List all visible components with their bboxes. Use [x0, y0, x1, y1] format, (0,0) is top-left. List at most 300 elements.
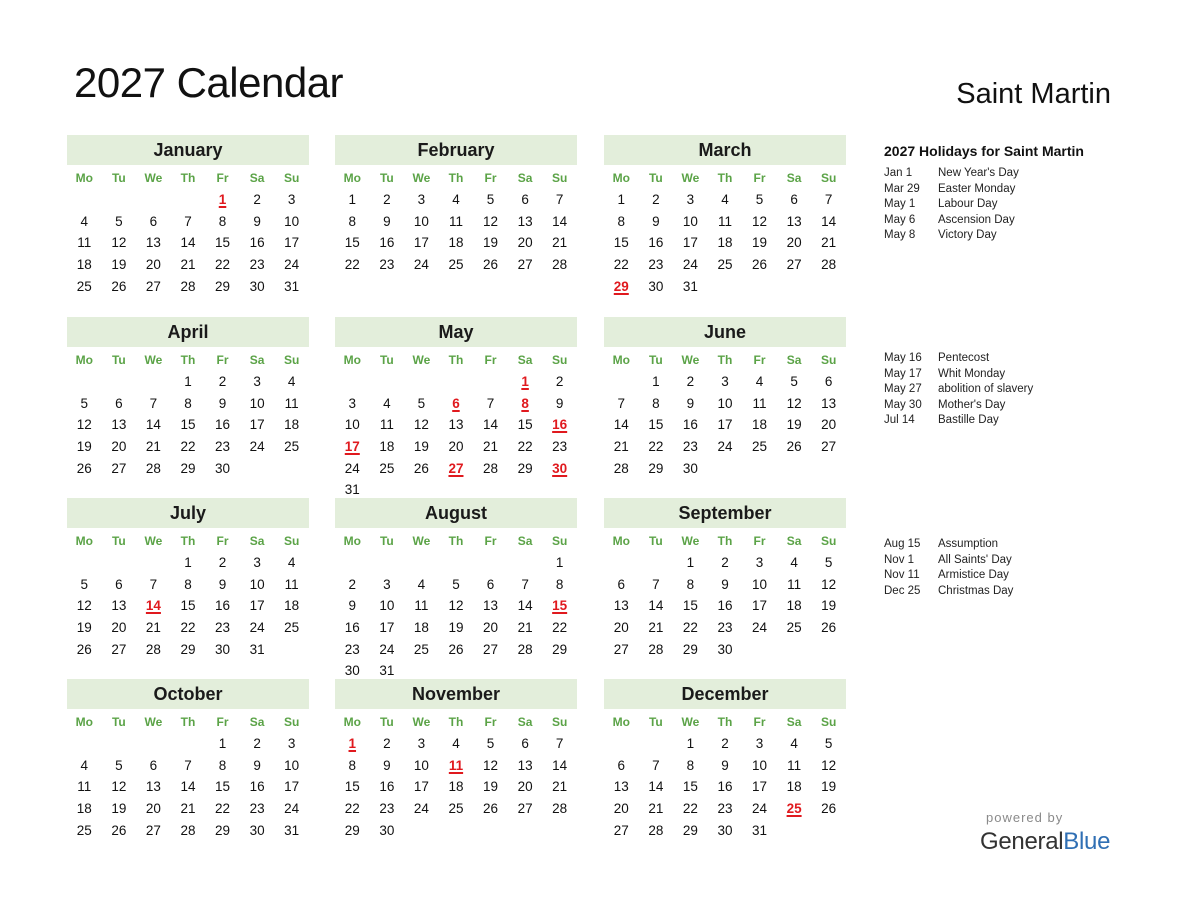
day-cell: 25: [448, 801, 464, 817]
day-cell: 22: [215, 801, 231, 817]
holiday-item: [884, 213, 1084, 229]
day-cell: 28: [552, 257, 568, 273]
day-cell: 23: [717, 801, 733, 817]
day-empty: [136, 189, 171, 211]
day-cell: 3: [417, 736, 426, 751]
day-empty: [473, 552, 508, 574]
day-cell: 4: [287, 374, 296, 389]
day-cell: 23: [648, 257, 664, 273]
day-cell: 18: [413, 620, 429, 636]
day-cell: 23: [249, 257, 265, 273]
day-cell: 28: [648, 641, 664, 657]
month-december: [604, 679, 846, 841]
day-cell: 27: [111, 460, 127, 476]
holiday-item: [884, 351, 1084, 367]
day-cell: 21: [648, 620, 664, 636]
day-cell: 14: [648, 779, 664, 795]
weekday-label: Sa: [786, 715, 802, 729]
day-cell: 6: [115, 576, 123, 592]
day-cell: 1: [218, 736, 227, 751]
day-cell: 18: [284, 598, 300, 614]
day-empty: [508, 552, 543, 574]
day-cell: 17: [379, 620, 395, 636]
day-cell: 14: [517, 598, 533, 614]
holiday-name: New Year's Day: [938, 167, 1019, 179]
day-cell: 27: [145, 278, 161, 294]
day-cell: 18: [717, 235, 733, 251]
day-cell: 9: [218, 395, 227, 411]
day-cell: 28: [552, 801, 568, 817]
day-cell: 8: [555, 576, 564, 592]
day-cell: 16: [215, 417, 231, 433]
weekday-label: Mo: [343, 534, 361, 548]
day-cell: 22: [682, 620, 698, 636]
weekday-label: Fr: [753, 353, 766, 367]
day-cell: 19: [821, 598, 837, 614]
day-empty: [404, 552, 439, 574]
day-cell: 20: [613, 620, 629, 636]
weekday-label: Tu: [648, 171, 663, 185]
weekday-label: Sa: [517, 715, 533, 729]
day-cell: 22: [180, 439, 196, 455]
day-cell: 5: [790, 374, 798, 389]
weekday-label: Mo: [343, 353, 361, 367]
day-cell: 5: [80, 576, 89, 592]
day-cell: 12: [76, 417, 92, 433]
day-cell: 7: [486, 395, 495, 411]
day-cell: 30: [215, 460, 231, 476]
day-cell: 6: [617, 576, 626, 592]
weekday-label: Tu: [111, 171, 126, 185]
day-cell: 28: [613, 460, 629, 476]
day-cell: 3: [287, 192, 296, 207]
holiday-date: May 1: [884, 198, 916, 211]
weekday-label: We: [681, 715, 700, 729]
day-cell: 16: [249, 779, 265, 795]
day-cell: 10: [682, 213, 698, 229]
day-cell: 1: [348, 192, 357, 207]
day-cell: 28: [145, 460, 161, 476]
day-cell: 10: [413, 757, 429, 773]
weekday-row: [335, 711, 577, 733]
weekday-label: Th: [717, 353, 733, 367]
month-header: June: [604, 317, 846, 347]
day-cell: 15: [180, 417, 196, 433]
holiday-date: Jan 1: [884, 167, 913, 179]
day-cell: 13: [786, 213, 802, 229]
day-cell: 25: [717, 257, 733, 273]
holiday-item: [884, 584, 1084, 600]
holiday-date: Aug 15: [884, 538, 921, 550]
holiday-item: [884, 568, 1084, 584]
day-cell: 12: [752, 213, 768, 229]
day-cell: 12: [448, 598, 464, 614]
day-cell: 28: [483, 460, 499, 476]
holiday-day: 27: [448, 460, 464, 476]
day-cell: 22: [215, 257, 231, 273]
country-name: Saint Martin: [956, 78, 1111, 110]
weekday-label: Sa: [786, 353, 802, 367]
day-cell: 14: [613, 417, 629, 433]
weekday-label: Th: [448, 171, 464, 185]
day-grid: [604, 552, 846, 660]
day-cell: 4: [287, 555, 296, 570]
holiday-date: May 27: [884, 383, 922, 396]
day-cell: 18: [786, 779, 802, 795]
day-cell: 3: [721, 374, 729, 389]
day-cell: 12: [111, 235, 127, 251]
day-cell: 17: [717, 417, 733, 433]
day-cell: 26: [821, 801, 837, 817]
day-cell: 20: [111, 439, 127, 455]
day-cell: 1: [184, 555, 192, 570]
holiday-date: Nov 1: [884, 553, 915, 566]
weekday-label: We: [412, 715, 431, 729]
weekday-label: Tu: [648, 534, 663, 548]
day-cell: 2: [555, 374, 564, 389]
day-empty: [639, 733, 674, 755]
day-cell: 2: [383, 192, 391, 207]
weekday-label: Mo: [343, 715, 361, 729]
weekday-label: We: [681, 534, 700, 548]
day-cell: 9: [721, 576, 729, 592]
weekday-label: Mo: [75, 171, 93, 185]
day-cell: 7: [184, 757, 192, 773]
day-cell: 6: [486, 576, 495, 592]
holiday-item: [884, 398, 1084, 414]
day-cell: 19: [448, 620, 464, 636]
day-cell: 4: [417, 576, 426, 592]
day-cell: 23: [552, 439, 568, 455]
weekday-label: Tu: [111, 715, 126, 729]
holiday-group: [884, 166, 1084, 244]
holiday-date: Nov 11: [884, 569, 920, 582]
day-cell: 12: [483, 213, 499, 229]
day-cell: 24: [344, 460, 360, 476]
day-cell: 2: [652, 192, 660, 207]
holiday-item: [884, 166, 1084, 182]
day-grid: [335, 733, 577, 841]
day-cell: 6: [521, 192, 529, 207]
day-cell: 15: [180, 598, 196, 614]
day-cell: 22: [648, 439, 664, 455]
weekday-label: Sa: [249, 534, 265, 548]
weekday-label: Sa: [249, 715, 265, 729]
day-cell: 5: [115, 757, 123, 773]
day-cell: 30: [379, 822, 395, 838]
day-cell: 18: [448, 235, 464, 251]
day-cell: 7: [652, 757, 660, 773]
weekday-row: [604, 349, 846, 371]
day-cell: 2: [218, 374, 227, 389]
weekday-label: Su: [551, 353, 568, 367]
weekday-label: Mo: [75, 715, 93, 729]
day-cell: 11: [77, 779, 92, 795]
month-may: [335, 317, 577, 501]
weekday-label: Tu: [648, 715, 663, 729]
month-january: [67, 135, 309, 297]
day-cell: 25: [284, 620, 300, 636]
day-cell: 30: [648, 278, 664, 294]
day-cell: 14: [483, 417, 499, 433]
holiday-name: Ascension Day: [938, 213, 1015, 226]
day-cell: 8: [686, 757, 695, 773]
day-empty: [639, 552, 674, 574]
day-empty: [370, 371, 405, 393]
day-cell: 7: [652, 576, 660, 592]
day-cell: 11: [752, 395, 767, 411]
day-cell: 11: [379, 417, 394, 433]
holiday-group: [884, 537, 1084, 599]
weekday-label: Sa: [517, 353, 533, 367]
weekday-label: Su: [551, 171, 568, 185]
holiday-name: Whit Monday: [938, 367, 1006, 380]
holiday-name: Assumption: [938, 538, 999, 550]
day-cell: 18: [379, 439, 395, 455]
day-cell: 31: [284, 822, 300, 838]
day-cell: 2: [253, 192, 261, 207]
day-cell: 21: [821, 235, 837, 251]
weekday-label: Th: [448, 534, 464, 548]
month-april: [67, 317, 309, 479]
day-cell: 15: [517, 417, 533, 433]
day-cell: 21: [180, 801, 196, 817]
day-cell: 13: [145, 779, 161, 795]
weekday-row: [335, 167, 577, 189]
day-cell: 30: [249, 278, 265, 294]
day-cell: 4: [80, 213, 89, 229]
holiday-day: 15: [552, 598, 568, 614]
weekday-label: Su: [551, 715, 568, 729]
day-cell: 20: [821, 417, 837, 433]
day-grid: [604, 371, 846, 479]
weekday-label: We: [412, 171, 431, 185]
weekday-row: [335, 349, 577, 371]
day-cell: 28: [648, 822, 664, 838]
day-cell: 27: [517, 257, 533, 273]
holiday-name: abolition of slavery: [938, 383, 1034, 396]
month-header: May: [335, 317, 577, 347]
day-cell: 1: [184, 374, 192, 389]
day-cell: 27: [111, 641, 127, 657]
day-cell: 23: [717, 620, 733, 636]
weekday-label: We: [412, 353, 431, 367]
weekday-label: Tu: [379, 171, 394, 185]
day-cell: 11: [717, 213, 732, 229]
day-cell: 5: [80, 395, 89, 411]
weekday-label: Fr: [216, 353, 229, 367]
day-empty: [604, 371, 639, 393]
day-cell: 16: [344, 620, 360, 636]
day-cell: 19: [76, 439, 92, 455]
day-cell: 13: [111, 417, 127, 433]
holiday-name: All Saints' Day: [938, 553, 1012, 566]
day-cell: 3: [253, 374, 261, 389]
day-cell: 30: [249, 822, 265, 838]
weekday-label: Su: [820, 353, 837, 367]
day-cell: 8: [652, 395, 660, 411]
day-cell: 27: [786, 257, 802, 273]
day-cell: 23: [215, 620, 231, 636]
day-empty: [370, 552, 405, 574]
holiday-name: Easter Monday: [938, 182, 1016, 195]
day-cell: 18: [76, 801, 92, 817]
day-cell: 7: [149, 395, 158, 411]
day-cell: 16: [717, 779, 733, 795]
day-cell: 24: [752, 620, 768, 636]
day-cell: 5: [824, 736, 833, 751]
weekday-label: Tu: [379, 353, 394, 367]
day-cell: 25: [379, 460, 395, 476]
day-cell: 12: [111, 779, 127, 795]
day-cell: 18: [752, 417, 768, 433]
weekday-label: Su: [283, 715, 300, 729]
day-cell: 1: [555, 555, 564, 570]
day-cell: 13: [111, 598, 127, 614]
day-cell: 22: [344, 257, 360, 273]
day-cell: 27: [613, 822, 629, 838]
holiday-day: 6: [452, 395, 460, 411]
day-cell: 30: [717, 641, 733, 657]
generalblue-logo[interactable]: [980, 827, 1110, 857]
day-cell: 10: [284, 757, 300, 773]
day-cell: 24: [413, 257, 429, 273]
month-header: July: [67, 498, 309, 528]
holiday-day: 17: [344, 439, 360, 455]
day-empty: [136, 733, 171, 755]
day-cell: 2: [253, 736, 261, 751]
month-header: November: [335, 679, 577, 709]
holiday-day: 1: [521, 374, 529, 389]
holiday-item: [884, 553, 1084, 569]
day-cell: 7: [184, 213, 192, 229]
day-cell: 5: [486, 192, 495, 207]
day-cell: 9: [218, 576, 227, 592]
weekday-row: [335, 530, 577, 552]
day-cell: 19: [483, 235, 499, 251]
weekday-label: Th: [448, 353, 464, 367]
day-cell: 7: [555, 192, 564, 207]
day-cell: 22: [682, 801, 698, 817]
weekday-label: We: [681, 353, 700, 367]
day-cell: 27: [821, 439, 837, 455]
day-cell: 6: [617, 757, 626, 773]
day-cell: 10: [284, 213, 300, 229]
day-cell: 6: [149, 757, 158, 773]
day-cell: 14: [145, 417, 161, 433]
weekday-label: Mo: [612, 534, 630, 548]
month-june: [604, 317, 846, 479]
day-empty: [335, 371, 370, 393]
month-header: August: [335, 498, 577, 528]
weekday-label: Fr: [753, 715, 766, 729]
day-cell: 27: [145, 822, 161, 838]
day-cell: 17: [249, 417, 265, 433]
holiday-date: May 6: [884, 213, 916, 226]
weekday-label: We: [144, 715, 163, 729]
weekday-label: Fr: [216, 715, 229, 729]
weekday-label: We: [144, 171, 163, 185]
day-empty: [102, 371, 137, 393]
weekday-label: Fr: [484, 171, 497, 185]
day-cell: 9: [652, 213, 660, 229]
day-cell: 29: [682, 641, 698, 657]
day-cell: 22: [552, 620, 568, 636]
day-cell: 18: [76, 257, 92, 273]
holiday-date: Jul 14: [884, 414, 915, 427]
day-cell: 30: [215, 641, 231, 657]
day-cell: 6: [521, 736, 529, 751]
day-cell: 26: [76, 460, 92, 476]
day-cell: 23: [379, 801, 395, 817]
day-cell: 15: [682, 779, 698, 795]
day-cell: 9: [253, 213, 261, 229]
month-header: September: [604, 498, 846, 528]
weekday-label: Th: [717, 715, 733, 729]
day-cell: 23: [379, 257, 395, 273]
day-empty: [102, 552, 137, 574]
day-cell: 25: [752, 439, 768, 455]
day-cell: 5: [824, 555, 833, 570]
day-cell: 11: [448, 213, 463, 229]
month-header: March: [604, 135, 846, 165]
holiday-item: [884, 228, 1084, 244]
day-empty: [136, 552, 171, 574]
day-cell: 14: [180, 235, 196, 251]
weekday-label: Su: [820, 534, 837, 548]
day-cell: 6: [824, 374, 833, 389]
day-cell: 30: [682, 460, 698, 476]
day-cell: 8: [348, 213, 357, 229]
day-cell: 19: [483, 779, 499, 795]
day-cell: 4: [452, 192, 460, 207]
day-cell: 19: [786, 417, 802, 433]
day-cell: 25: [284, 439, 300, 455]
day-cell: 21: [552, 779, 568, 795]
day-cell: 9: [383, 213, 391, 229]
day-cell: 10: [249, 395, 265, 411]
day-cell: 20: [111, 620, 127, 636]
day-cell: 2: [218, 555, 227, 570]
day-cell: 29: [215, 278, 231, 294]
day-cell: 15: [215, 235, 231, 251]
day-cell: 15: [344, 235, 360, 251]
day-cell: 7: [149, 576, 158, 592]
weekday-label: Mo: [343, 171, 361, 185]
day-cell: 15: [648, 417, 664, 433]
holiday-item: [884, 367, 1084, 383]
day-cell: 10: [752, 576, 768, 592]
day-grid: [335, 189, 577, 276]
holiday-day: 1: [348, 736, 357, 751]
day-cell: 29: [344, 822, 360, 838]
day-cell: 2: [721, 736, 729, 751]
holiday-day: 16: [552, 417, 568, 433]
weekday-row: [67, 530, 309, 552]
day-cell: 10: [752, 757, 768, 773]
day-cell: 30: [344, 663, 360, 679]
weekday-label: We: [144, 353, 163, 367]
weekday-label: Fr: [484, 534, 497, 548]
powered-by-label: powered by: [986, 810, 1064, 825]
day-cell: 2: [348, 576, 357, 592]
holiday-date: Mar 29: [884, 182, 920, 195]
day-cell: 31: [344, 482, 360, 498]
day-cell: 13: [517, 757, 533, 773]
weekday-label: Th: [180, 534, 196, 548]
day-cell: 20: [613, 801, 629, 817]
day-empty: [67, 733, 102, 755]
